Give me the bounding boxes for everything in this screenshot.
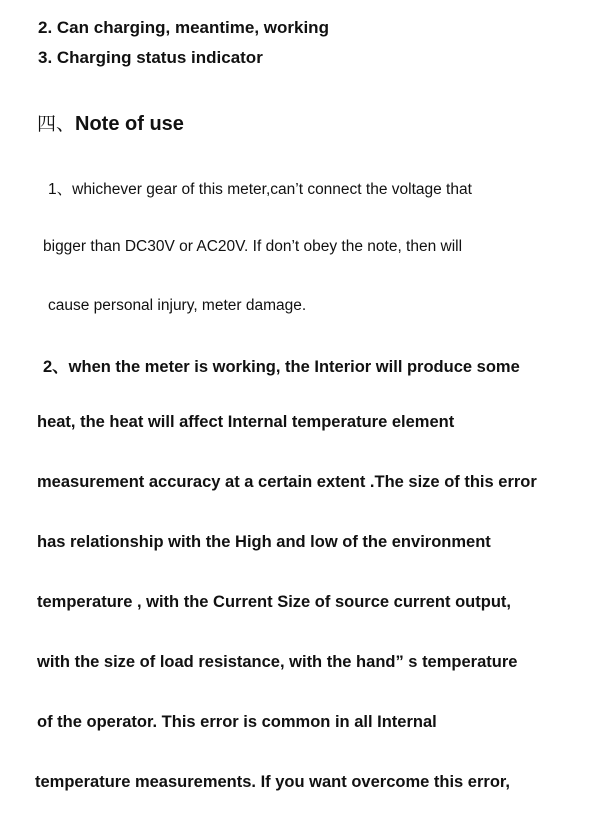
note-1-line-3: cause personal injury, meter damage. bbox=[48, 297, 307, 314]
feature-item-2: 2. Can charging, meantime, working bbox=[38, 18, 329, 37]
note-2-line-1: 2、when the meter is working, the Interior will produce some bbox=[43, 358, 520, 376]
note-1-line-1: 1、whichever gear of this meter,can’t connect the voltage that bbox=[48, 181, 472, 198]
feature-item-3: 3. Charging status indicator bbox=[38, 48, 263, 67]
note-1-line-2: bigger than DC30V or AC20V. If don’t obey the note, then will bbox=[43, 238, 463, 255]
note-2-line-4: has relationship with the High and low of the environment bbox=[37, 533, 491, 551]
note-2-line-8: temperature measurements. If you want overcome this error, bbox=[35, 773, 510, 791]
note-2-line-5: temperature , with the Current Size of source current output, bbox=[37, 593, 511, 611]
section-heading bbox=[37, 109, 184, 136]
section-number: 四、 bbox=[37, 113, 76, 135]
note-2-line-7: of the operator. This error is common in all Internal bbox=[37, 713, 437, 731]
note-2-line-3: measurement accuracy at a certain extent .The size of this error bbox=[37, 473, 537, 491]
note-2-line-2: heat, the heat will affect Internal temperature element bbox=[37, 413, 455, 431]
section-title: Note of use bbox=[75, 113, 184, 135]
note-2-line-6: with the size of load resistance, with the hand” s temperature bbox=[37, 653, 518, 671]
